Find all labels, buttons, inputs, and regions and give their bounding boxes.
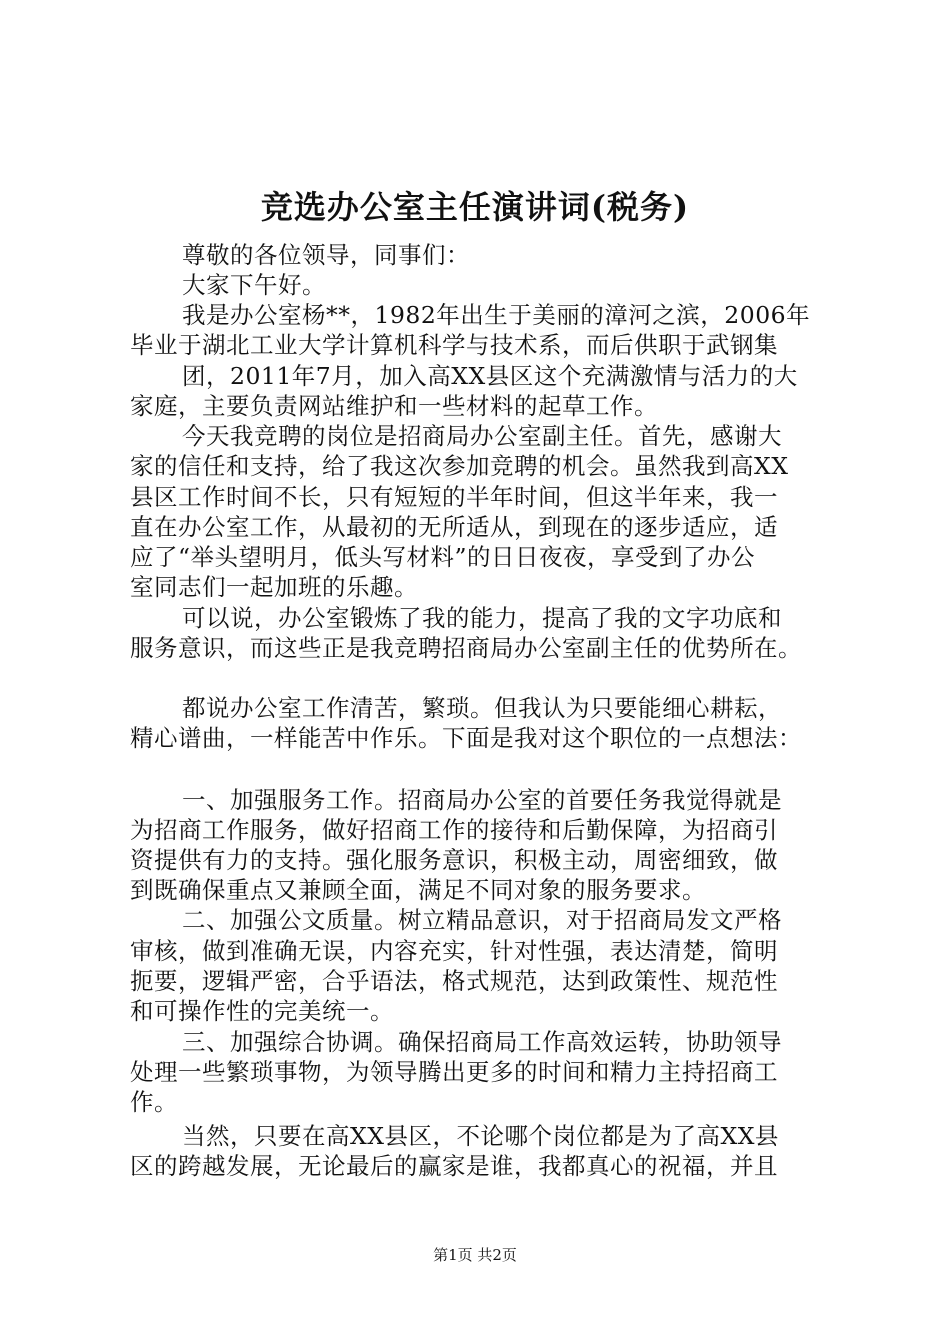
body-line: 县区工作时间不长，只有短短的半年时间，但这半年来，我一 [130, 483, 778, 511]
body-line: 家的信任和支持，给了我这次参加竞聘的机会。虽然我到高XX [130, 452, 789, 480]
body-line: 处理一些繁琐事物，为领导腾出更多的时间和精力主持招商工 [130, 1058, 778, 1086]
body-line: 服务意识，而这些正是我竞聘招商局办公室副主任的优势所在。 [130, 634, 802, 662]
body-line: 当然，只要在高XX县区，不论哪个岗位都是为了高XX县 [182, 1122, 779, 1150]
body-line: 一、加强服务工作。招商局办公室的首要任务我觉得就是 [182, 786, 782, 814]
body-line: 为招商工作服务，做好招商工作的接待和后勤保障，为招商引 [130, 816, 778, 844]
document-title: 竞选办公室主任演讲词(税务) [260, 188, 690, 226]
body-line: 团，2011年7月，加入高XX县区这个充满激情与活力的大 [182, 362, 798, 390]
body-line: 审核，做到准确无误，内容充实，针对性强，表达清楚，简明 [130, 937, 778, 965]
body-line: 资提供有力的支持。强化服务意识，积极主动，周密细致，做 [130, 846, 778, 874]
body-line: 可以说，办公室锻炼了我的能力，提高了我的文字功底和 [182, 604, 782, 632]
body-line: 区的跨越发展，无论最后的赢家是谁，我都真心的祝福，并且 [130, 1152, 778, 1180]
page-footer: 第1页 共2页 [433, 1246, 517, 1264]
body-line: 二、加强公文质量。树立精品意识，对于招商局发文严格 [182, 906, 782, 934]
body-line: 尊敬的各位领导，同事们： [182, 241, 470, 269]
body-line: 家庭，主要负责网站维护和一些材料的起草工作。 [130, 392, 658, 420]
body-line: 今天我竞聘的岗位是招商局办公室副主任。首先，感谢大 [182, 422, 782, 450]
body-line: 扼要，逻辑严密，合乎语法，格式规范，达到政策性、规范性 [130, 967, 778, 995]
body-line: 都说办公室工作清苦，繁琐。但我认为只要能细心耕耘， [182, 694, 782, 722]
body-line: 三、加强综合协调。确保招商局工作高效运转，协助领导 [182, 1028, 782, 1056]
body-line: 作。 [130, 1088, 178, 1116]
body-line: 精心谱曲，一样能苦中作乐。下面是我对这个职位的一点想法： [130, 724, 802, 752]
body-line: 室同志们一起加班的乐趣。 [130, 573, 418, 601]
body-line: 直在办公室工作，从最初的无所适从，到现在的逐步适应，适 [130, 513, 778, 541]
body-line: 大家下午好。 [182, 271, 326, 299]
body-line: 我是办公室杨**，1982年出生于美丽的漳河之滨，2006年 [182, 301, 811, 329]
body-line: 到既确保重点又兼顾全面，满足不同对象的服务要求。 [130, 876, 706, 904]
body-line: 毕业于湖北工业大学计算机科学与技术系，而后供职于武钢集 [130, 331, 778, 359]
body-line: 应了“举头望明月，低头写材料”的日日夜夜，享受到了办公 [130, 543, 756, 571]
body-line: 和可操作性的完美统一。 [130, 997, 394, 1025]
